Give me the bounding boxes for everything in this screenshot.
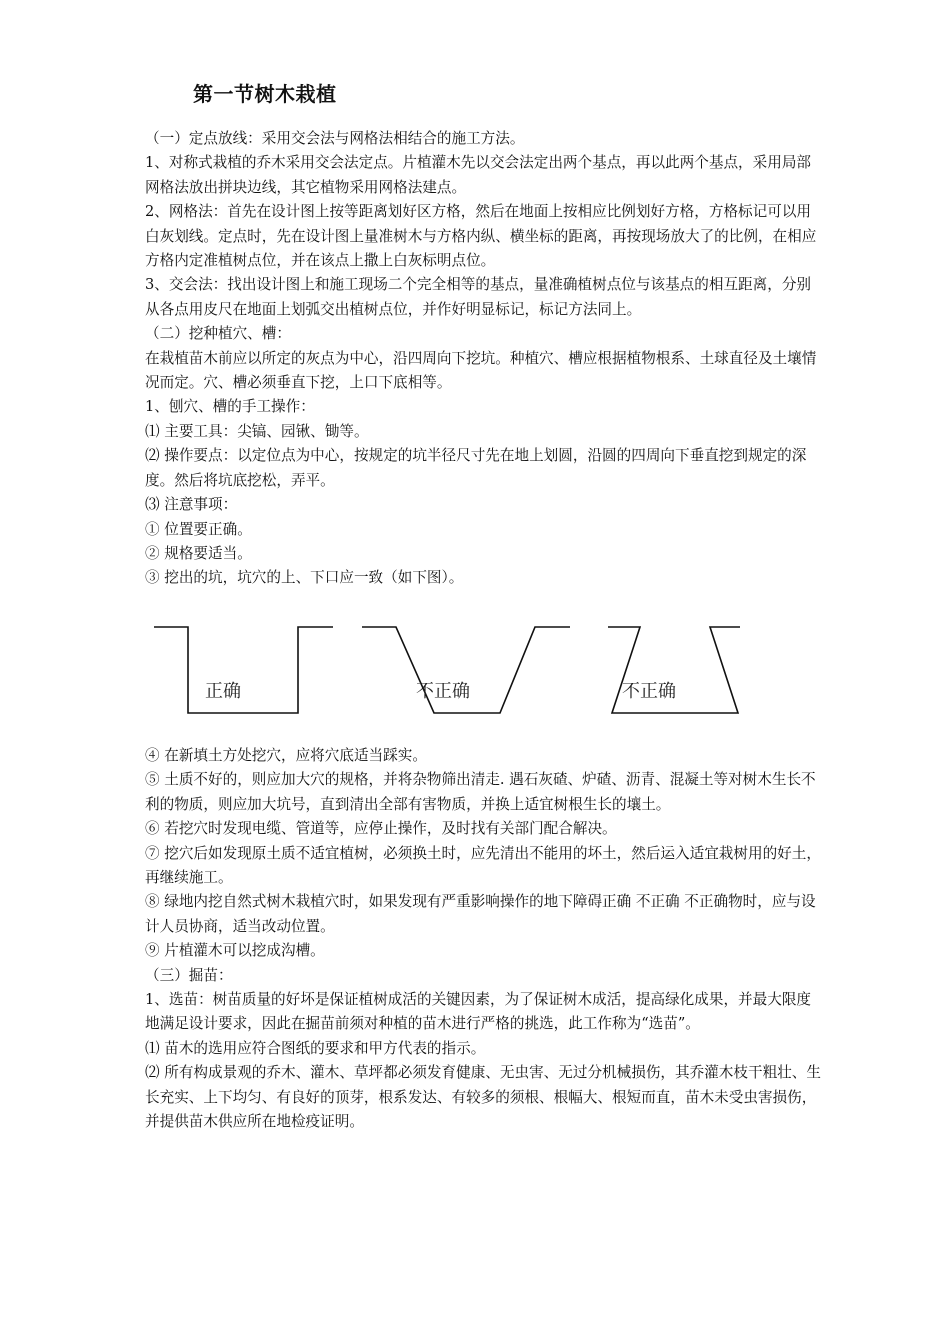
paragraph: ⑨ 片植灌木可以挖成沟槽。 [145,942,325,960]
paragraph: 3、交会法：找出设计图上和施工现场二个完全相等的基点，量准确植树点位与该基点的相互距离，分别从各点用皮尺在地面上划弧交出植树点位，并作好明显标记，标记方法同上。 [145,276,812,318]
paragraph: ⑥ 若挖穴时发现电缆、管道等，应停止操作，及时找有关部门配合解决。 [145,820,617,838]
paragraph: ⑶ 注意事项： [145,496,238,514]
paragraph: （三）掘苗： [145,966,233,984]
paragraph: 1、对称式栽植的乔木采用交会法定点。片植灌木先以交会法定出两个基点，再以此两个基点，采用局部网格法放出拼块边线，其它植物采用网格法建点。 [145,154,812,196]
paragraph: ⑴ 主要工具：尖镐、园锹、锄等。 [145,422,369,440]
paragraph: 1、选苗：树苗质量的好坏是保证植树成活的关键因素，为了保证树木成活，提高绿化成果，并最大限度地满足设计要求，因此在掘苗前须对种植的苗木进行严格的挑选，此工作称为“选苗”。 [145,991,812,1033]
paragraph: ⑧ 绿地内挖自然式树木栽植穴时，如果发现有严重影响操作的地下障碍正确 不正确 不正确物时，应与设计人员协商，适当改动位置。 [145,893,816,935]
paragraph: ⑵ 所有构成景观的乔木、灌木、草坪都必须发育健康、无虫害、无过分机械损伤，其乔灌木枝干粗壮、生长充实、上下均匀、有良好的顶芽，根系发达、有较多的须根、根幅大、根短而直，苗木未受虫害损伤，并提供苗木供应所在地检疫证明。 [145,1064,821,1131]
paragraph: ④ 在新填土方处挖穴，应将穴底适当踩实。 [145,747,427,764]
paragraph: ② 规格要适当。 [145,544,252,562]
paragraph: ⑵ 操作要点：以定位点为中心，按规定的坑半径尺寸先在地上划圆，沿圆的四周向下垂直挖到规定的深度。然后将坑底挖松，弄平。 [145,447,807,489]
pit-correct-outline [154,627,333,713]
body-text-section-2 [145,744,825,1135]
paragraph: （二）挖种植穴、槽： [145,325,291,343]
diagram-label-incorrect-2: 不正确 [622,681,676,702]
diagram-label-incorrect-1: 不正确 [416,681,470,702]
paragraph: 在栽植苗木前应以所定的灰点为中心，沿四周向下挖坑。种植穴、槽应根据植物根系、土球直径及土壤情况而定。穴、槽必须垂直下挖，上口下底相等。 [145,349,817,392]
paragraph: ① 位置要正确。 [145,520,252,538]
paragraph: 2、网格法：首先在设计图上按等距离划好区方格，然后在地面上按相应比例划好方格，方格标记可以用白灰划线。定点时，先在设计图上量准树木与方格内纵、横坐标的距离，再按现场放大了的比例，在相应方格内定准植树点位，并在该点上撒上白灰标明点位。 [145,203,817,270]
paragraph: ⑤ 土质不好的，则应加大穴的规格，并将杂物筛出清走. 遇石灰碴、炉碴、沥青、混凝土等对树木生长不利的物质，则应加大坑号，直到清出全部有害物质，并换上适宜树根生长的壤土。 [145,771,816,813]
paragraph: ⑴ 苗木的选用应符合图纸的要求和甲方代表的指示。 [145,1039,486,1057]
pit-shape-diagram [140,615,760,725]
paragraph: ⑦ 挖穴后如发现原土质不适宜植树，必须换土时，应先清出不能用的坏土，然后运入适宜栽树用的好土，再继续施工。 [145,844,821,887]
section-title: 第一节树木栽植 [193,82,337,106]
paragraph: ③ 挖出的坑，坑穴的上、下口应一致（如下图）。 [145,569,464,587]
paragraph: （一）定点放线：采用交会法与网格法相结合的施工方法。 [145,130,525,147]
paragraph: 1、刨穴、槽的手工操作： [145,398,315,416]
diagram-label-correct: 正确 [205,681,241,702]
body-text-section-1 [145,127,825,591]
